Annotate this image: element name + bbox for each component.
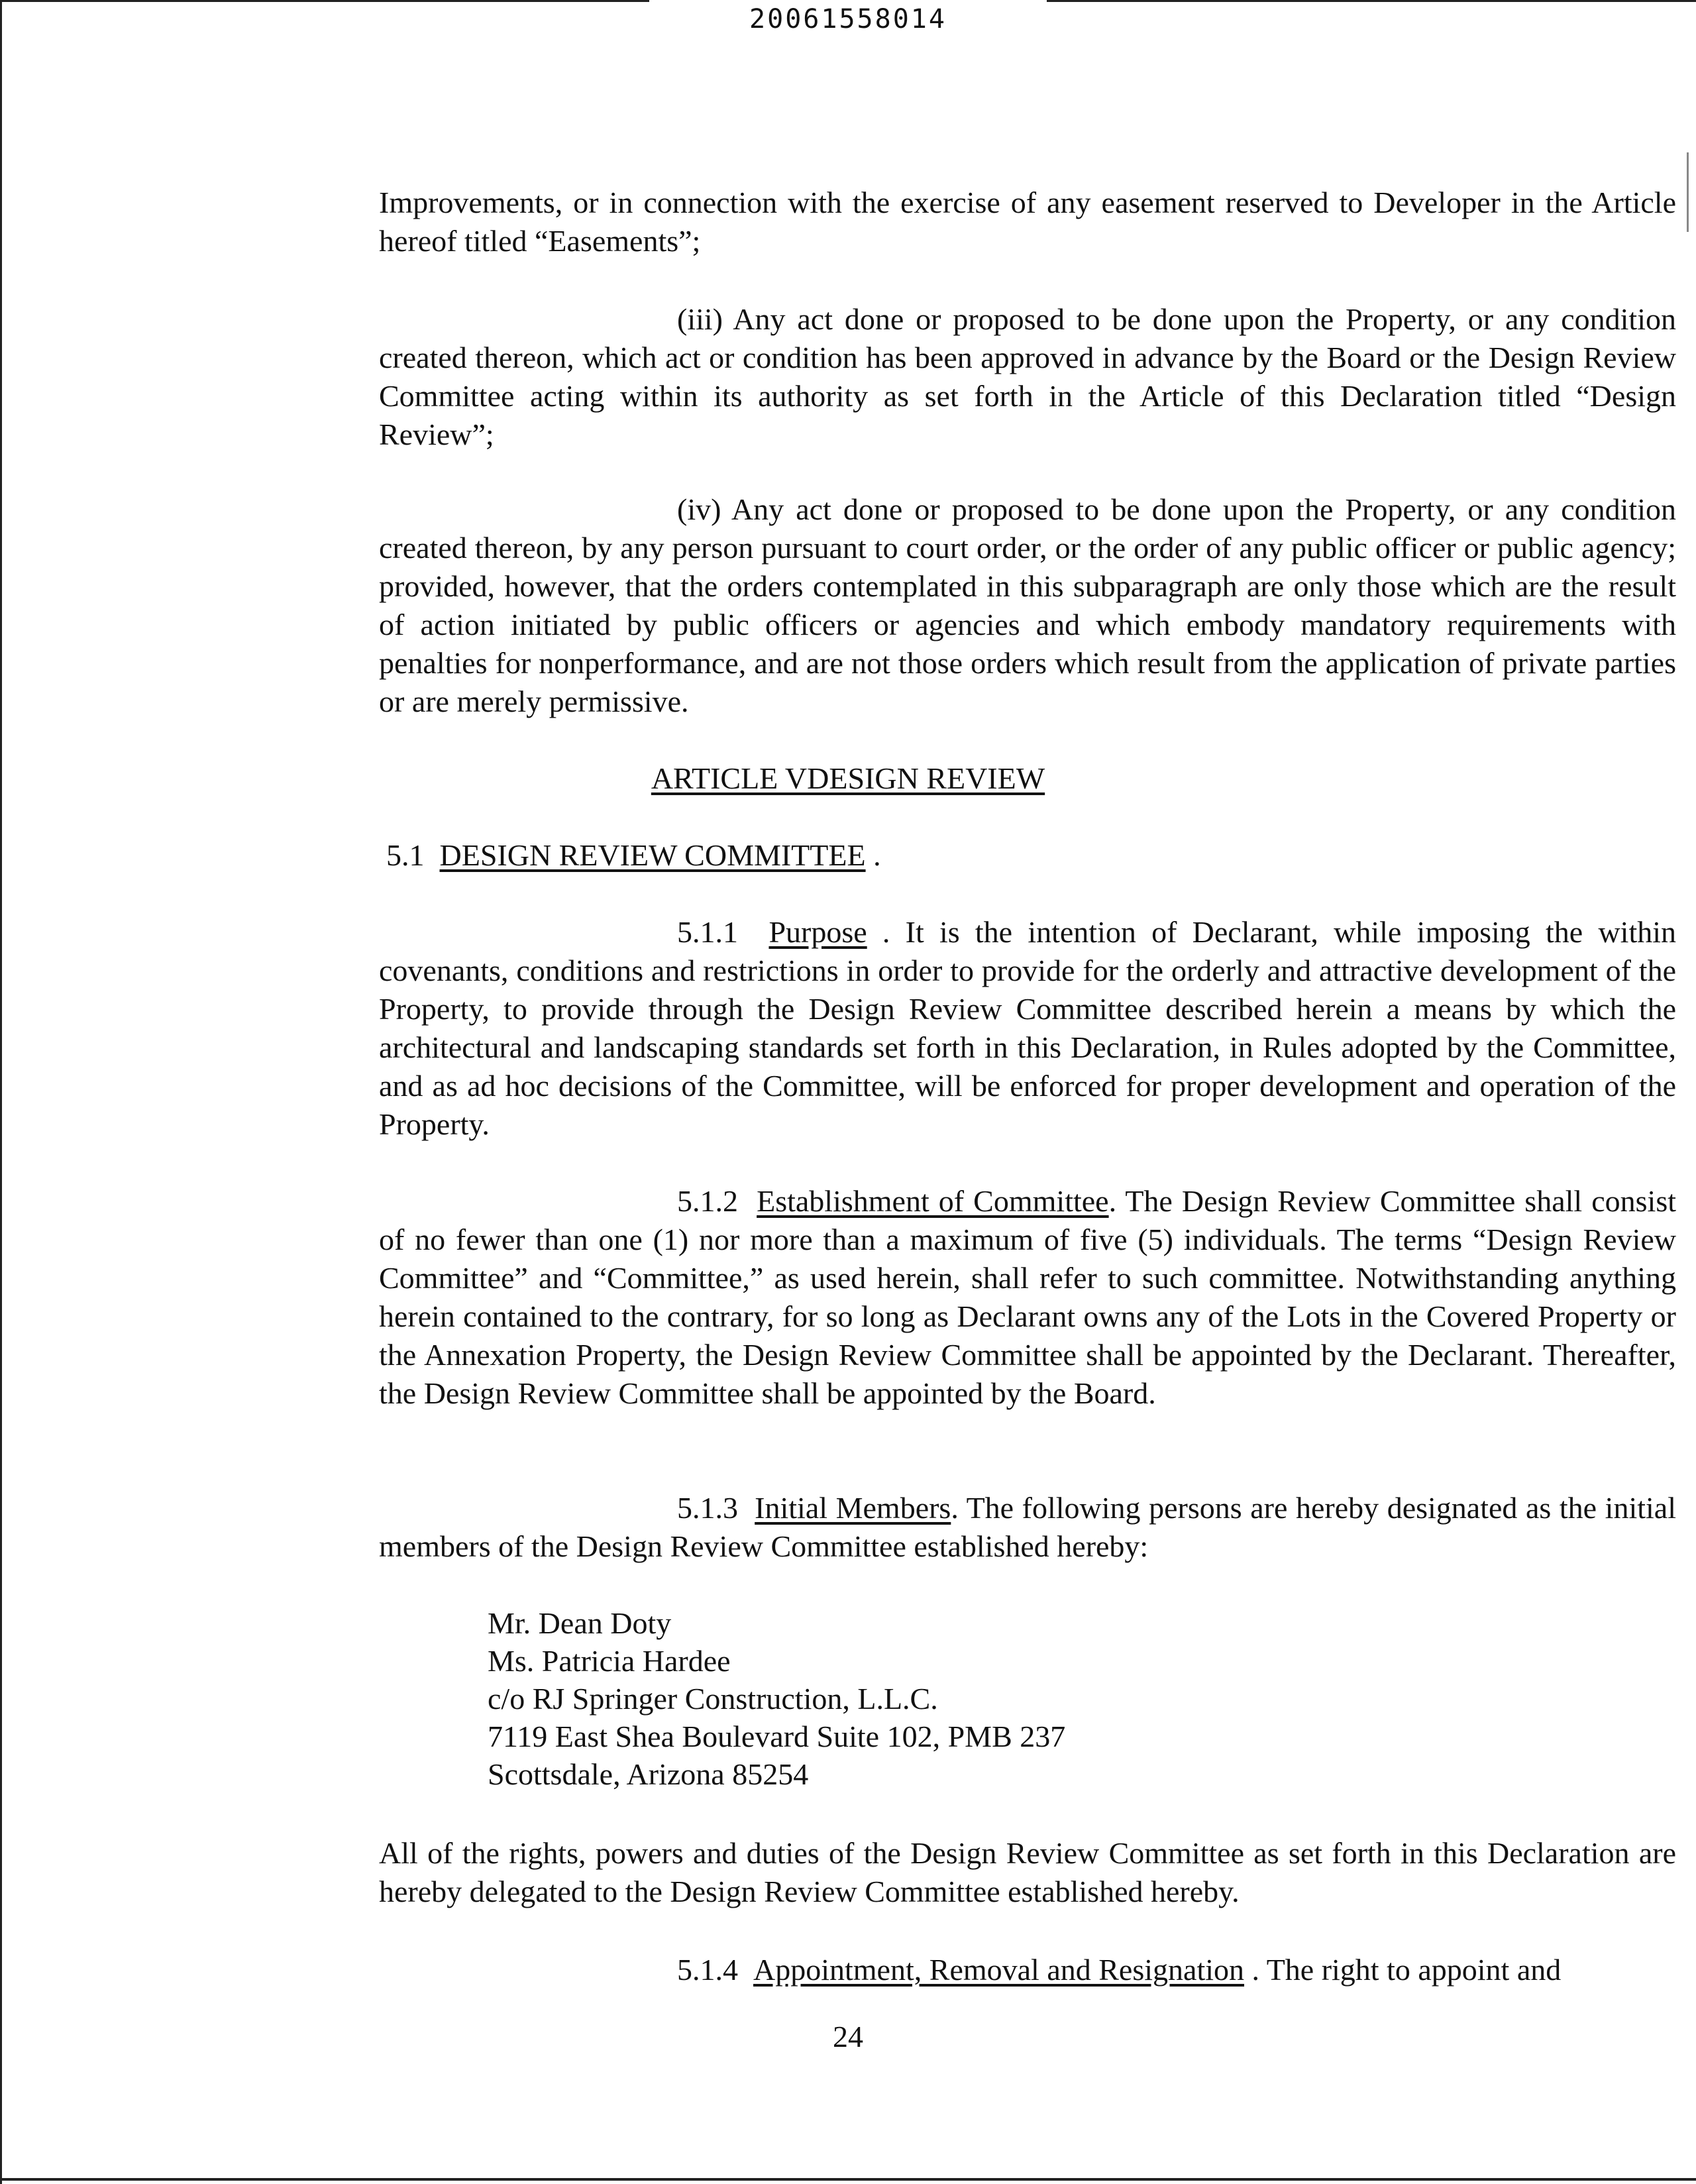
scan-border-top-left (0, 0, 649, 2)
section-number: 5.1.3 (677, 1491, 738, 1525)
section-text: The Design Review Committee shall consist of no fewer than one (1) nor more than a maximum of five (5) individuals. The terms “Design Review Committee” and “Committee,” as used herein, shall refer to such committee. Notwithstanding anything herein contained to the contrary, for so long as Declarant owns any of the Lots in the Covered Property or the Annexation Property, the Design Review Committee shall be appointed by the Declarant. Thereafter, the Design Review Committee shall be appointed by the Board. (379, 1184, 1677, 1410)
section-title: Purpose (768, 915, 867, 949)
section-title: DESIGN REVIEW COMMITTEE (439, 838, 866, 872)
section-title: Establishment of Committee (757, 1184, 1109, 1218)
section-number: 5.1 (386, 838, 425, 872)
section-trail: . (1244, 1953, 1267, 1987)
section-trail: . (865, 838, 881, 872)
section-text: The following persons are hereby designated as the initial members of the Design Review Committee established hereby: (379, 1491, 1676, 1563)
section-text: It is the intention of Declarant, while imposing the within covenants, conditions and restrictions in order to provide for the orderly and attractive development of the Property, to provide through the Design Review Committee described herein a means by which the architectural and landscaping standards set forth in this Declaration, in Rules adopted by the Committee, and as ad hoc decisions of the Committee, will be enforced for proper development and operation of the Property. (379, 915, 1677, 1141)
section-trail: . (951, 1491, 967, 1525)
section-5-1-heading (386, 836, 881, 875)
recording-number: 20061558014 (749, 4, 947, 34)
page-number: 24 (833, 2020, 863, 2053)
section-trail: . (867, 915, 906, 949)
section-number: 5.1.1 (677, 915, 738, 949)
paragraph-easements: Improvements, or in connection with the exercise of any easement reserved to Developer in the Article hereof titled “Easements”; (379, 186, 1676, 258)
paragraph-iii: (iii) Any act done or proposed to be done upon the Property, or any condition created thereon, which act or condition has been approved in advance by the Board or the Design Review Committee acting within its authority as set forth in the Article of this Declaration titled “Design Review”; (379, 302, 1676, 451)
section-text: The right to appoint and (1266, 1953, 1562, 1987)
section-5-1-3 (379, 1489, 1676, 1566)
section-title: Appointment, Removal and Resignation (753, 1953, 1245, 1987)
scan-border-left (0, 0, 2, 2184)
paragraph-iv: (iv) Any act done or proposed to be done upon the Property, or any condition created thereon, by any person pursuant to court order, or the order of any public officer or public agency; provided, however, that the orders contemplated in this subparagraph are only those which are the result of action initiated by public officers or agencies and which embody mandatory requirements with penalties for nonperformance, and are not those orders which result from the application of private parties or are merely permissive. (379, 492, 1676, 718)
member-line: 7119 East Shea Boulevard Suite 102, PMB 237 (488, 1720, 1066, 1753)
member-line: Mr. Dean Doty (488, 1606, 672, 1640)
delegation-paragraph: All of the rights, powers and duties of the Design Review Committee as set forth in this Declaration are hereby delegated to the Design Review Committee established hereby. (379, 1836, 1676, 1908)
section-trail: . (1108, 1184, 1126, 1218)
scan-border-bottom (0, 2178, 1696, 2181)
member-line: c/o RJ Springer Construction, L.L.C. (488, 1682, 938, 1716)
section-number: 5.1.4 (677, 1953, 738, 1987)
initial-members-list (488, 1604, 1065, 1793)
member-line: Ms. Patricia Hardee (488, 1644, 731, 1678)
scan-edge-mark (1687, 152, 1689, 232)
section-number: 5.1.2 (677, 1184, 738, 1218)
scan-border-top-right (1047, 0, 1696, 2)
member-line: Scottsdale, Arizona 85254 (488, 1757, 809, 1791)
section-title: Initial Members (755, 1491, 951, 1525)
section-5-1-4 (379, 1951, 1676, 1989)
section-5-1-2 (379, 1182, 1676, 1413)
section-5-1-1 (379, 913, 1676, 1144)
article-heading: ARTICLE VDESIGN REVIEW (651, 761, 1045, 795)
